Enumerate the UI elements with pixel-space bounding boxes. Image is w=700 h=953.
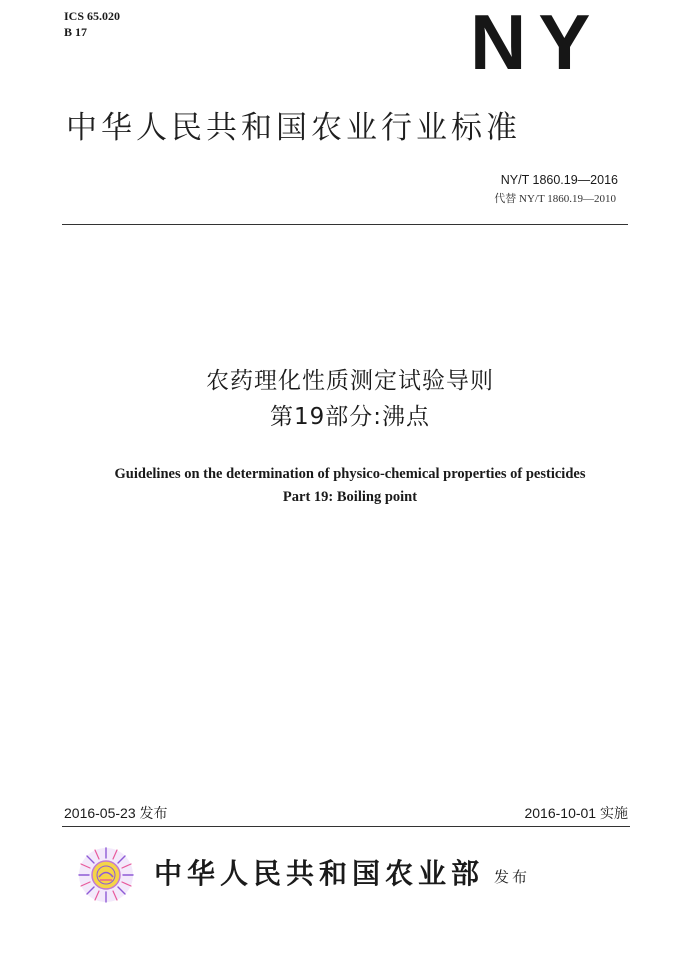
issue-date: 2016-05-23 发布 xyxy=(64,805,168,821)
standard-number: NY/T 1860.19—2016 xyxy=(500,173,618,187)
english-title-line-2: Part 19: Boiling point xyxy=(282,489,418,505)
classification-code: B 17 xyxy=(64,25,88,39)
classification-block xyxy=(64,8,120,40)
english-title-line-1: Guidelines on the determination of physico-chemical properties of pesticides xyxy=(114,466,586,482)
effective-date: 2016-10-01 实施 xyxy=(524,805,628,821)
chinese-title-line-1: 农药理化性质测定试验导则 xyxy=(206,368,494,394)
ics-code: ICS 65.020 xyxy=(64,9,121,23)
publisher-name: 中华人民共和国农业部 xyxy=(154,857,485,890)
replaces-standard: 代替 NY/T 1860.19—2010 xyxy=(494,193,616,205)
national-emblem-icon xyxy=(77,846,135,904)
chinese-title-line-2: 第19部分:沸点 xyxy=(269,404,430,430)
standard-type-title: 中华人民共和国农业行业标准 xyxy=(66,110,521,146)
footer-divider xyxy=(62,826,630,827)
header-divider xyxy=(62,224,628,225)
publisher-action: 发布 xyxy=(494,868,531,886)
ny-logo: NY xyxy=(470,0,603,86)
